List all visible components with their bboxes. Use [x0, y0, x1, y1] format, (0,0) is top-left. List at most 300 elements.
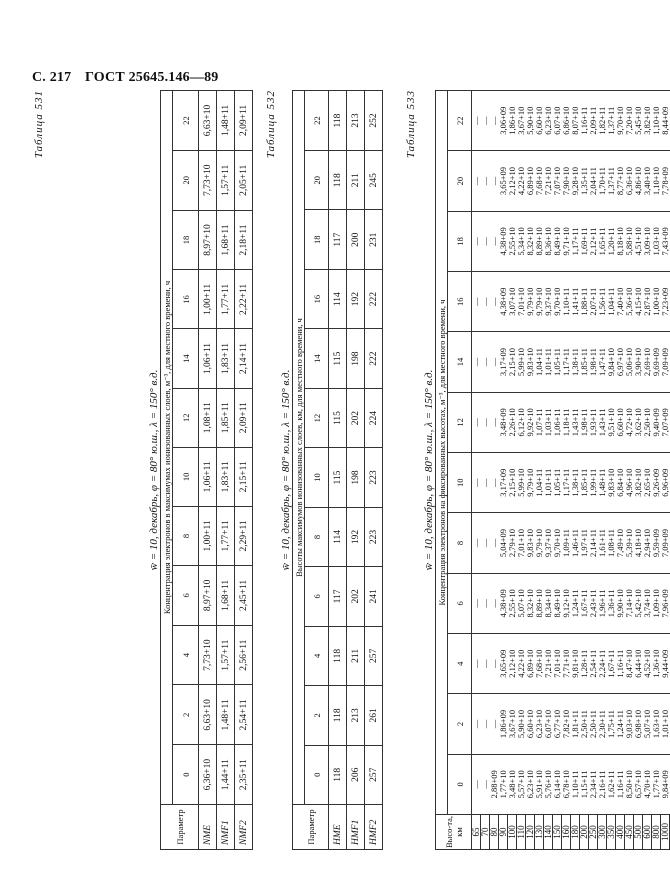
- value-cell: 6,23+10: [544, 91, 553, 151]
- value-cell: 4,22+10: [517, 634, 526, 694]
- hour-header: 20: [305, 151, 329, 210]
- value-cell: 211: [347, 151, 365, 210]
- value-cell: 1,99+11: [589, 453, 598, 513]
- value-cell: 118: [329, 745, 347, 804]
- value-cell: 2,35+11: [235, 745, 253, 805]
- value-cell: 1,01+11: [544, 453, 553, 513]
- table-533-label: Таблица 533: [405, 90, 417, 159]
- value-cell: 5,90+10: [517, 694, 526, 754]
- value-cell: 1,24+11: [616, 694, 625, 754]
- value-cell: 4,52+10: [643, 634, 652, 694]
- hour-header: 18: [173, 210, 199, 270]
- value-cell: 1,24+11: [571, 573, 580, 633]
- value-cell: 9,44+09: [661, 634, 670, 694]
- hour-header: 2: [173, 685, 199, 745]
- value-cell: 1,10+11: [571, 754, 580, 814]
- value-cell: 2,56+11: [235, 625, 253, 685]
- value-cell: 2,65+10: [643, 453, 652, 513]
- value-cell: 9,59+09: [652, 513, 661, 573]
- value-cell: 2,34+11: [589, 754, 598, 814]
- value-cell: 1,68+11: [217, 566, 235, 626]
- value-cell: 1,75+11: [607, 694, 616, 754]
- value-cell: —: [472, 91, 481, 151]
- value-cell: —: [490, 513, 499, 573]
- value-cell: —: [472, 513, 481, 573]
- value-cell: 1,43+11: [571, 392, 580, 452]
- value-cell: 3,82+10: [643, 91, 652, 151]
- value-cell: —: [481, 754, 490, 814]
- value-cell: 1,69+11: [580, 211, 589, 271]
- value-cell: 9,26+09: [652, 453, 661, 513]
- value-cell: 2,09+11: [235, 388, 253, 447]
- value-cell: 3,06+09: [499, 91, 508, 151]
- value-cell: 8,32+10: [526, 211, 535, 271]
- group-header: Высоты максимумов ионизованных слоев, км, для местного времени, ч: [293, 91, 305, 805]
- value-cell: 1,38+11: [571, 332, 580, 392]
- table-row: [199, 91, 217, 850]
- height-cell: 150: [553, 815, 562, 850]
- value-cell: 9,69+09: [652, 332, 661, 392]
- value-cell: 9,03+10: [625, 694, 634, 754]
- value-cell: 2,09+11: [235, 91, 253, 151]
- value-cell: 1,10+11: [562, 272, 571, 332]
- value-cell: 4,70+10: [643, 754, 652, 814]
- value-cell: 6,07+10: [544, 694, 553, 754]
- hour-header: 10: [173, 447, 199, 506]
- value-cell: —: [472, 392, 481, 452]
- value-cell: 1,85+11: [580, 453, 589, 513]
- hour-header: 8: [448, 513, 472, 573]
- hour-header: 12: [305, 388, 329, 447]
- value-cell: 1,38+11: [571, 453, 580, 513]
- hour-header: 20: [448, 151, 472, 211]
- value-cell: —: [490, 634, 499, 694]
- value-cell: 1,10+10: [652, 91, 661, 151]
- value-cell: 2,05+11: [235, 150, 253, 210]
- hour-header: 8: [173, 506, 199, 565]
- value-cell: 1,35+11: [580, 151, 589, 211]
- value-cell: 6,86+10: [562, 91, 571, 151]
- value-cell: 252: [365, 91, 383, 151]
- value-cell: 2,14+11: [235, 329, 253, 388]
- value-cell: 257: [365, 745, 383, 804]
- value-cell: 1,61+11: [598, 513, 607, 573]
- value-cell: 222: [365, 329, 383, 388]
- value-cell: 4,38+09: [499, 573, 508, 633]
- value-cell: 6,89+10: [526, 634, 535, 694]
- value-cell: 1,56+11: [598, 272, 607, 332]
- height-cell: 200: [580, 815, 589, 850]
- table-531: [160, 90, 253, 850]
- height-cell: 160: [562, 815, 571, 850]
- value-cell: 3,82+10: [634, 453, 643, 513]
- page-header: [32, 70, 228, 86]
- value-cell: —: [481, 211, 490, 271]
- value-cell: 1,01+11: [544, 332, 553, 392]
- table-row: [329, 91, 347, 850]
- value-cell: 1,57+11: [217, 150, 235, 210]
- value-cell: 5,57+10: [517, 754, 526, 814]
- value-cell: —: [472, 151, 481, 211]
- value-cell: 7,82+10: [562, 694, 571, 754]
- param-name: NME: [199, 805, 217, 850]
- value-cell: 6,63+10: [199, 685, 217, 745]
- param-header: Параметр: [293, 805, 329, 850]
- value-cell: 115: [329, 388, 347, 447]
- value-cell: 2,88+09: [490, 754, 499, 814]
- value-cell: 114: [329, 269, 347, 328]
- value-cell: 9,28+10: [571, 151, 580, 211]
- value-cell: 7,01+10: [517, 272, 526, 332]
- value-cell: 2,07+11: [589, 272, 598, 332]
- height-cell: 600: [643, 815, 652, 850]
- value-cell: —: [481, 453, 490, 513]
- value-cell: —: [481, 634, 490, 694]
- value-cell: 1,16+11: [616, 634, 625, 694]
- value-cell: —: [481, 151, 490, 211]
- value-cell: 2,43+11: [589, 573, 598, 633]
- value-cell: 1,48+11: [598, 453, 607, 513]
- value-cell: 4,72+10: [625, 392, 634, 452]
- value-cell: 2,94+10: [643, 513, 652, 573]
- value-cell: —: [490, 151, 499, 211]
- value-cell: 1,00+11: [199, 506, 217, 565]
- value-cell: 6,60+10: [526, 694, 535, 754]
- value-cell: 9,79+10: [535, 513, 544, 573]
- param-name: HMF1: [347, 805, 365, 850]
- hour-header: 4: [448, 634, 472, 694]
- height-cell: 250: [589, 815, 598, 850]
- value-cell: 6,60+10: [616, 392, 625, 452]
- value-cell: 1,01+10: [661, 694, 670, 754]
- value-cell: 222: [365, 269, 383, 328]
- value-cell: 211: [347, 626, 365, 685]
- value-cell: 1,63+10: [652, 694, 661, 754]
- value-cell: 1,46+11: [571, 513, 580, 573]
- value-cell: 6,44+10: [634, 634, 643, 694]
- value-cell: 115: [329, 329, 347, 388]
- value-cell: 1,17+11: [562, 332, 571, 392]
- value-cell: 1,96+11: [598, 573, 607, 633]
- value-cell: 9,83+10: [526, 332, 535, 392]
- value-cell: 6,36+10: [625, 151, 634, 211]
- value-cell: 4,38+09: [499, 272, 508, 332]
- value-cell: 6,84+10: [616, 453, 625, 513]
- value-cell: 1,06+11: [199, 329, 217, 388]
- value-cell: 3,07+10: [508, 272, 517, 332]
- height-cell: 90: [499, 815, 508, 850]
- value-cell: 1,83+11: [217, 447, 235, 506]
- table-532-label: Таблица 532: [265, 90, 277, 159]
- value-cell: 2,15+10: [508, 332, 517, 392]
- value-cell: 7,73+10: [199, 625, 217, 685]
- value-cell: 7,40+10: [616, 272, 625, 332]
- value-cell: 2,54+11: [589, 634, 598, 694]
- value-cell: 7,96+09: [661, 573, 670, 633]
- hour-header: 2: [305, 686, 329, 745]
- table-row: [235, 91, 253, 850]
- hour-header: 16: [305, 269, 329, 328]
- value-cell: 1,37+11: [607, 91, 616, 151]
- value-cell: 8,07+10: [571, 91, 580, 151]
- value-cell: 1,77+11: [217, 506, 235, 565]
- value-cell: 2,55+10: [508, 211, 517, 271]
- value-cell: 6,36+10: [199, 745, 217, 805]
- hour-header: 0: [448, 754, 472, 814]
- hour-header: 10: [305, 448, 329, 507]
- hour-header: 22: [448, 91, 472, 151]
- value-cell: 8,49+10: [553, 573, 562, 633]
- value-cell: 5,45+10: [634, 91, 643, 151]
- page-number: С. 217: [32, 70, 72, 85]
- value-cell: 9,71+10: [562, 211, 571, 271]
- value-cell: 5,91+10: [535, 754, 544, 814]
- value-cell: —: [490, 392, 499, 452]
- value-cell: 1,88+11: [580, 272, 589, 332]
- value-cell: —: [481, 332, 490, 392]
- value-cell: —: [490, 573, 499, 633]
- value-cell: 2,12+10: [508, 634, 517, 694]
- value-cell: 5,39+10: [625, 513, 634, 573]
- value-cell: 202: [347, 388, 365, 447]
- hour-header: 16: [173, 270, 199, 329]
- group-header: Концентрация электронов в максимумах ионизованных слоев, м⁻³, для местного времени, ч: [161, 91, 173, 805]
- value-cell: 5,04+09: [499, 513, 508, 573]
- table-row: [661, 91, 670, 850]
- value-cell: 4,38+09: [499, 211, 508, 271]
- value-cell: 6,23+10: [526, 754, 535, 814]
- value-cell: 2,54+11: [235, 685, 253, 745]
- height-cell: 400: [616, 815, 625, 850]
- value-cell: 1,18+11: [562, 392, 571, 452]
- value-cell: 1,86+09: [499, 694, 508, 754]
- value-cell: 2,50+11: [589, 694, 598, 754]
- value-cell: 6,97+10: [616, 332, 625, 392]
- value-cell: 1,03+10: [652, 211, 661, 271]
- value-cell: 4,96+10: [625, 453, 634, 513]
- value-cell: 5,88+10: [625, 211, 634, 271]
- height-cell: 100: [508, 815, 517, 850]
- value-cell: 1,77+10: [652, 754, 661, 814]
- value-cell: 1,93+11: [589, 392, 598, 452]
- value-cell: 1,82+11: [598, 91, 607, 151]
- value-cell: 2,79+10: [508, 513, 517, 573]
- param-name: NMF2: [235, 805, 253, 850]
- value-cell: 1,68+11: [217, 210, 235, 270]
- value-cell: 7,68+10: [535, 634, 544, 694]
- value-cell: 117: [329, 567, 347, 626]
- value-cell: 9,84+10: [607, 332, 616, 392]
- table-533: [435, 90, 670, 850]
- hour-header: 20: [173, 150, 199, 210]
- hour-header: 16: [448, 272, 472, 332]
- value-cell: —: [472, 754, 481, 814]
- value-cell: 1,57+11: [217, 625, 235, 685]
- value-cell: 8,89+10: [535, 211, 544, 271]
- value-cell: 223: [365, 507, 383, 566]
- value-cell: 8,97+10: [199, 210, 217, 270]
- value-cell: 9,79+10: [526, 272, 535, 332]
- value-cell: 1,03+11: [544, 392, 553, 452]
- value-cell: 7,07+09: [661, 392, 670, 452]
- value-cell: 2,16+11: [598, 754, 607, 814]
- value-cell: 9,40+09: [652, 392, 661, 452]
- table-532: [292, 90, 383, 850]
- value-cell: 3,17+09: [499, 453, 508, 513]
- value-cell: 1,67+11: [607, 634, 616, 694]
- value-cell: 6,98+10: [634, 694, 643, 754]
- value-cell: 1,16+11: [580, 91, 589, 151]
- hour-header: 6: [305, 567, 329, 626]
- value-cell: —: [472, 694, 481, 754]
- value-cell: 5,34+10: [517, 211, 526, 271]
- hour-header: 22: [305, 91, 329, 151]
- value-cell: 2,22+11: [235, 270, 253, 329]
- value-cell: —: [472, 573, 481, 633]
- value-cell: 2,87+10: [643, 272, 652, 332]
- height-cell: 300: [598, 815, 607, 850]
- value-cell: 9,83+10: [607, 453, 616, 513]
- value-cell: 1,47+11: [598, 332, 607, 392]
- value-cell: —: [481, 91, 490, 151]
- value-cell: 1,06+11: [553, 392, 562, 452]
- value-cell: 114: [329, 507, 347, 566]
- value-cell: —: [490, 694, 499, 754]
- value-cell: 1,04+11: [535, 453, 544, 513]
- value-cell: 2,09+11: [589, 91, 598, 151]
- value-cell: 2,30+11: [598, 694, 607, 754]
- value-cell: 5,99+10: [517, 453, 526, 513]
- value-cell: 2,14+11: [589, 513, 598, 573]
- height-cell: 450: [625, 815, 634, 850]
- value-cell: 7,73+10: [199, 150, 217, 210]
- value-cell: 8,89+10: [535, 573, 544, 633]
- height-cell: 800: [652, 815, 661, 850]
- value-cell: —: [472, 332, 481, 392]
- value-cell: 1,16+11: [616, 754, 625, 814]
- value-cell: 2,15+10: [508, 453, 517, 513]
- value-cell: 2,69+10: [643, 332, 652, 392]
- value-cell: 1,04+11: [535, 332, 544, 392]
- value-cell: 118: [329, 151, 347, 210]
- value-cell: 1,17+11: [562, 453, 571, 513]
- value-cell: 6,63+10: [199, 91, 217, 151]
- value-cell: 9,81+10: [571, 634, 580, 694]
- value-cell: 6,23+10: [535, 694, 544, 754]
- value-cell: 4,86+10: [634, 151, 643, 211]
- value-cell: 1,86+10: [508, 91, 517, 151]
- hour-header: 18: [448, 211, 472, 271]
- value-cell: 1,00+11: [199, 270, 217, 329]
- value-cell: 1,20+11: [607, 211, 616, 271]
- value-cell: 1,43+11: [598, 392, 607, 452]
- value-cell: 7,68+10: [535, 151, 544, 211]
- value-cell: 1,37+11: [607, 151, 616, 211]
- value-cell: 6,12+10: [517, 392, 526, 452]
- value-cell: —: [481, 694, 490, 754]
- value-cell: 117: [329, 210, 347, 269]
- value-cell: 9,70+10: [553, 272, 562, 332]
- value-cell: 2,12+11: [589, 211, 598, 271]
- value-cell: 192: [347, 507, 365, 566]
- value-cell: 7,23+09: [661, 272, 670, 332]
- value-cell: 1,10+10: [652, 151, 661, 211]
- value-cell: 9,70+10: [616, 91, 625, 151]
- value-cell: —: [490, 453, 499, 513]
- value-cell: 1,77+10: [499, 754, 508, 814]
- value-cell: 5,07+10: [517, 573, 526, 633]
- value-cell: 2,18+11: [235, 210, 253, 270]
- hour-header: 12: [173, 388, 199, 447]
- value-cell: 1,28+11: [580, 634, 589, 694]
- hour-header: 10: [448, 453, 472, 513]
- value-cell: 213: [347, 686, 365, 745]
- value-cell: 118: [329, 686, 347, 745]
- value-cell: 7,09+09: [661, 332, 670, 392]
- value-cell: 7,90+10: [562, 151, 571, 211]
- height-cell: 80: [490, 815, 499, 850]
- value-cell: —: [481, 392, 490, 452]
- hour-header: 0: [173, 745, 199, 805]
- standard-code: ГОСТ 25645.146—89: [85, 70, 219, 85]
- value-cell: 3,48+09: [499, 392, 508, 452]
- value-cell: 2,24+11: [598, 634, 607, 694]
- value-cell: 1,09+10: [652, 573, 661, 633]
- table-row: [217, 91, 235, 850]
- value-cell: 7,01+10: [517, 513, 526, 573]
- value-cell: 241: [365, 567, 383, 626]
- value-cell: 7,78+09: [661, 151, 670, 211]
- height-cell: 1000: [661, 815, 670, 850]
- value-cell: 1,09+11: [562, 513, 571, 573]
- hour-header: 2: [448, 694, 472, 754]
- value-cell: 9,37+10: [544, 513, 553, 573]
- value-cell: 2,15+11: [235, 447, 253, 506]
- value-cell: 245: [365, 151, 383, 210]
- value-cell: 7,14+10: [625, 573, 634, 633]
- value-cell: 3,74+10: [643, 573, 652, 633]
- value-cell: 8,77+10: [616, 151, 625, 211]
- hour-header: 6: [173, 566, 199, 626]
- height-cell: 180: [571, 815, 580, 850]
- value-cell: 1,77+11: [217, 270, 235, 329]
- table-row: [481, 91, 490, 850]
- value-cell: 8,47+10: [625, 634, 634, 694]
- hour-header: 12: [448, 392, 472, 452]
- height-cell: 350: [607, 815, 616, 850]
- table-531-condition: w̄ = 10, декабрь, φ = 80° ю.ш., λ = 150° в.д.: [148, 369, 160, 571]
- value-cell: 1,85+11: [580, 332, 589, 392]
- value-cell: 6,60+10: [535, 91, 544, 151]
- value-cell: 118: [329, 91, 347, 151]
- value-cell: 6,07+10: [553, 91, 562, 151]
- value-cell: 5,42+10: [634, 573, 643, 633]
- value-cell: 1,48+11: [217, 685, 235, 745]
- height-cell: 65: [472, 815, 481, 850]
- value-cell: 1,81+11: [571, 694, 580, 754]
- height-cell: 70: [481, 815, 490, 850]
- value-cell: 7,43+09: [661, 211, 670, 271]
- value-cell: 5,99+10: [517, 332, 526, 392]
- value-cell: —: [490, 211, 499, 271]
- value-cell: 1,44+11: [217, 745, 235, 805]
- hour-header: 0: [305, 745, 329, 804]
- hour-header: 18: [305, 210, 329, 269]
- value-cell: 6,77+10: [553, 694, 562, 754]
- param-name: HMF2: [365, 805, 383, 850]
- value-cell: 9,84+09: [661, 754, 670, 814]
- value-cell: 1,48+11: [217, 91, 235, 151]
